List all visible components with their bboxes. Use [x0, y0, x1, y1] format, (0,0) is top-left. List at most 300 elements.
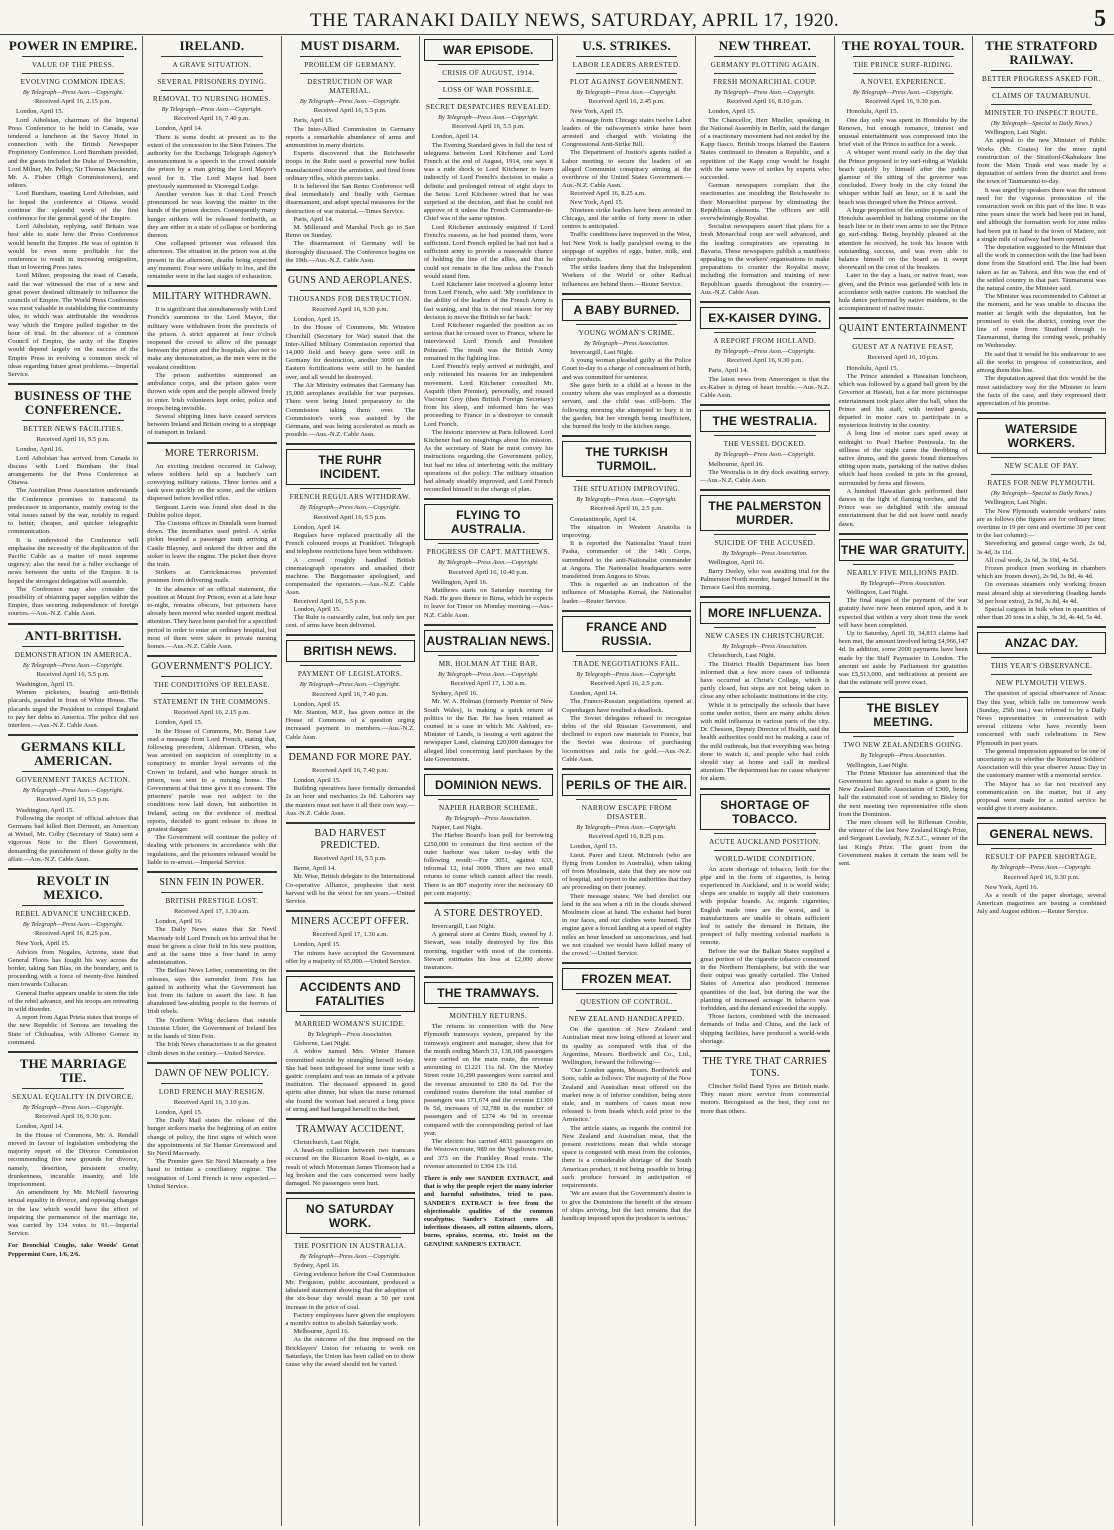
news-article: [562, 768, 691, 958]
article-headline: ANTI-BRITISH.: [24, 627, 122, 643]
received-time: Received April 16, 5.5 p.m.: [36, 670, 110, 678]
news-article: [286, 443, 415, 630]
subhead-divider: [438, 64, 539, 65]
article-paragraph: Another version has it that Lord French pronounced he was leaving the matter in the hands of the prison doctors. Consequently many hunger strikers will be released forthwith, as they are either in a state of collapse or bordering thereon.: [147, 191, 277, 240]
article-headline: MUST DISARM.: [300, 38, 400, 53]
article-divider: [700, 404, 829, 406]
wire-credit: By Telegraph—Press Assn.—Copyright.: [852, 89, 954, 96]
article-headline: ANZAC DAY.: [977, 632, 1106, 654]
news-article: [562, 435, 691, 606]
news-article: [286, 1192, 415, 1369]
article-paragraph: One day only was spent in Honolulu by the Renown, but enough romance, interest and unusual entertainment was compressed into the brief visit of the Prince to suffice for a week.: [838, 116, 968, 149]
article-body: [424, 824, 553, 898]
wire-credit: By Telegraph—Press Assn.—Copyright.: [299, 1253, 401, 1261]
article-subheadline: VALUE OF THE PRESS.: [31, 61, 115, 69]
article-paragraph: The returns in connection with the New Plymouth tramways system, prepared by the tramways engineer and manager, show that for the month ending March 31, 138,108 passengers were carried on the main route, the revenue amounting to £1221 11s 6d. On the Morley Street route 16,290 passengers were carried and the revenue amounted to £80 8s 0d. For the combined routes therefore the total number of passengers was 171,674 and the revenue £1300 0s 5d, increases of 32,788 in the number of passengers and of £274 4s 9d in revenue compared with the corresponding period of last year.: [423, 1023, 553, 1137]
article-paragraph: The disarmament of Germany will be thoroughly discussed. The Conference begins on the 19th.—Aus.-N.Z. Cable Assn.: [285, 240, 415, 264]
news-article: [839, 691, 968, 868]
article-paragraph: Melbourne, April 16.: [708, 460, 764, 468]
article-divider: [562, 610, 691, 612]
article-body: [839, 762, 968, 869]
article-paragraph: Honolulu, April 15.: [846, 108, 899, 116]
article-paragraph: The deputation agreed that this would be the most satisfactory way for the Minister to learn the facts of the case, and they expressed their appreciation of his promise.: [976, 375, 1106, 407]
article-subheadline: CRISIS OF AUGUST, 1914.: [442, 69, 535, 77]
article-body: [977, 499, 1106, 622]
article-headline: NEW THREAT.: [718, 38, 811, 53]
article-headline: TRAMWAY ACCIDENT.: [296, 1124, 405, 1136]
article-subheadline: NEW SCALE OF PAY.: [1004, 462, 1079, 471]
received-time: Received April 16, 5.5 p.m.: [451, 123, 525, 131]
article-body: [977, 129, 1106, 408]
article-paragraph: It is significant that simultaneously with Lord French's summons to the Lord Mayor, the military were withdrawn from the precincts of the prison. A strict apparent at four o'clock reopened the crowd to allow of the passage between the prison and the hospitals, also not to make any demonstration, as the men were in the weakest condition.: [147, 306, 277, 371]
subhead-divider: [714, 332, 815, 333]
news-article: [700, 489, 829, 592]
article-paragraph: Wellington, April 16.: [708, 559, 765, 567]
article-body: [700, 367, 829, 400]
article-subheadline: SECRET DESPATCHES REVEALED.: [425, 103, 551, 111]
article-divider: [147, 285, 276, 287]
newspaper-columns: [4, 36, 1110, 1526]
article-paragraph: The Australian Press Association understands the Conference promises to transcend its predecessor in importance, mainly owing to the vital issues raised by the war, notably in regard to better, cheaper, and quicker telegraphic communication.: [8, 487, 139, 536]
wire-credit: By Telegraph—Press Assn.—Copyright.: [22, 787, 124, 795]
news-article: [424, 902, 553, 972]
article-headline: THE WESTRALIA.: [700, 410, 829, 432]
news-column: [142, 36, 280, 1526]
article-paragraph: A young woman pleaded guilty at the Police Court to-day to a charge of concealment of birth, and was committed for sentence.: [562, 357, 692, 381]
article-paragraph: London, April 16.: [16, 446, 64, 454]
received-time: Received April 16, 9.30 p.m.: [865, 98, 942, 106]
article-divider: [839, 691, 968, 693]
article-subheadline: THE PRINCE SURF-RIDING.: [853, 61, 953, 69]
article-paragraph: Received April 16, 5.5 p.m.: [293, 597, 367, 605]
news-article: [147, 442, 276, 652]
article-subheadline: LOSS OF WAR POSSIBLE.: [442, 86, 535, 94]
subhead-divider: [991, 87, 1092, 88]
article-paragraph: Barry Deeley, who was awaiting trial for the Palmerston North murder, hanged himself in the Terrace Gaol this morning.: [700, 567, 830, 591]
subhead-divider: [300, 488, 401, 489]
news-article: [286, 39, 415, 265]
subhead-divider: [853, 736, 954, 737]
subhead-divider: [991, 70, 1092, 71]
article-divider: [562, 962, 691, 964]
article-divider: [700, 1050, 829, 1052]
article-headline: MORE INFLUENZA.: [700, 602, 829, 624]
article-subheadline: RESULT OF PAPER SHORTAGE.: [985, 853, 1098, 862]
received-time: Received April 16, 9.30 p.m.: [35, 1113, 112, 1121]
subhead-divider: [576, 655, 677, 656]
article-paragraph: The Evening Standard gives in full the text of telegrams between Lord Kitchener and Lord French at the end of August, 1914, one says it was a rude shock to Lord Kitchener to learn indirectly of Lord French's decision to make a definite and prolonged retreat of eight days to the Seine. Lord Kitchener wired that he was surprised at the decision, and that he could not approve of it unless the French Commander-in-Chief was of the same opinion.: [423, 141, 553, 223]
subhead-divider: [438, 543, 539, 544]
article-subheadline: THE POSITION IN AUSTRALIA.: [294, 1242, 407, 1251]
article-paragraph: The final stages of the payment of the war gratuity have now been entered upon, and it is expected that within a very short time the work will have been completed.: [838, 597, 968, 629]
article-paragraph: As the outcome of the fine imposed on the Bricklayers' Union for refusing to work on Saturdays, the Union has been called on to show cause why the award should not be varied.: [285, 1336, 415, 1368]
article-divider: [424, 976, 553, 978]
news-article: [839, 39, 968, 313]
article-divider: [700, 788, 829, 790]
article-headline: AUSTRALIAN NEWS.: [424, 630, 553, 652]
article-body: [700, 866, 829, 1046]
article-paragraph: London, April 15.: [16, 108, 64, 116]
article-subheadline: DEMONSTRATION IN AMERICA.: [14, 650, 132, 659]
article-paragraph: Factory employees have given the employers a month's notice to abolish Saturday work.: [285, 1311, 415, 1327]
article-paragraph: Experts discovered that the Reichswehr troops in the Ruhr used a powerful new bullet manufactured since the armistice, and fired from ordinary rifles, which pierces tanks.: [285, 150, 415, 182]
article-body: [8, 1123, 138, 1238]
article-body: [562, 349, 691, 431]
article-paragraph: An appeal to the new Minister of Public Works (Mr. Coates) for the more rapid construction of the Stratford-Okahukura line from the Main Trunk end was made by a deputation of settlers from the district and from the town of Taumarunui to-day.: [976, 137, 1106, 186]
article-subheadline: NAPIER HARBOR SCHEME.: [438, 804, 538, 812]
article-headline: BUSINESS OF THE CONFERENCE.: [14, 388, 132, 418]
received-time: Received April 16, 10.40 p.m.: [448, 568, 529, 576]
article-body: [977, 884, 1106, 917]
wire-credit: By Telegraph—Press Assn.—Copyright.: [299, 504, 401, 512]
subhead-divider: [22, 56, 124, 57]
article-body: [147, 125, 276, 281]
page-number: 5: [1094, 6, 1106, 32]
article-paragraph: A message from Chicago states twelve Labor leaders of the railwaymen's strike have been arrested and charged with violating the Congressional Anti-Strike Bill.: [562, 116, 692, 149]
wire-credit: By Telegraph—Press Assn.—Copyright.: [161, 106, 263, 113]
article-divider: [286, 443, 415, 445]
article-paragraph: An acute shortage of tobacco, both for the pipe and in the form of cigarettes, is being experienced in Auckland, and it is world wide; shops are unable to supply all their customers with popular brands. As regards cigarettes, English made ones are the worst, and is manufacturers are unable to obtain sufficient leaf to satisfy the demand in Britain, the prospect of fully meeting colonial markets is remote.: [700, 865, 830, 947]
news-article: [424, 39, 553, 494]
subhead-divider: [161, 1083, 262, 1084]
masthead: [0, 0, 1114, 35]
article-paragraph: This is regarded as an indication of the influence of Mustapha Kemal, the Nationalist leader.—Reuter Service.: [562, 581, 692, 605]
article-subheadline: SUICIDE OF THE ACCUSED.: [714, 539, 816, 548]
article-paragraph: Paris, April 15.: [293, 117, 334, 125]
article-divider: [424, 768, 553, 770]
news-article: [147, 39, 276, 281]
article-subheadline: A REPORT FROM HOLLAND.: [713, 337, 817, 346]
article-paragraph: London, April 14.: [16, 1123, 64, 1131]
article-paragraph: A report from Agua Prieta states that troops of the new Republic of Sonora are invading the State of Chihuahua, with Alfonso Gomez in command.: [8, 1014, 139, 1046]
news-article: [562, 293, 691, 431]
article-paragraph: New York, April 15.: [570, 198, 624, 206]
article-headline: DOMINION NEWS.: [424, 774, 553, 796]
subhead-divider: [991, 474, 1092, 475]
article-divider: [424, 902, 553, 904]
article-paragraph: London, April 14.: [155, 125, 203, 133]
article-headline: GERMANS KILL AMERICAN.: [20, 739, 126, 769]
article-divider: [424, 624, 553, 626]
article-paragraph: Clincher Solid Band Tyres are British made. They mean more service from commercial motors. Recognised as the best, they cost no more than others.: [700, 1083, 830, 1115]
article-subheadline: DESTRUCTION OF WAR MATERIAL.: [307, 78, 393, 95]
article-headline: THE WAR GRATUITY.: [839, 539, 968, 561]
article-paragraph: Lord Kitchener regarded the position as so serious that he crossed over to France, where he interviewed Lord French and President Poincaré. The result was the British Army remained in the fighting line.: [423, 322, 553, 362]
news-article: [424, 624, 553, 764]
article-headline: MILITARY WITHDRAWN.: [152, 291, 272, 303]
article-headline: WATERSIDE WORKERS.: [977, 418, 1106, 454]
article-subheadline: PAYMENT OF LEGISLATORS.: [297, 670, 403, 679]
article-divider: [286, 822, 415, 824]
article-paragraph: The Department of Justice's agents raided a Labor meeting to secure the leaders of an alleged Communist conspiracy aiming at the overthrow of the United States Government.—Aus.-N.Z. Cable Assn.: [562, 149, 692, 190]
article-paragraph: Lord Atholstan has arrived from Canada to discuss with Lord Burnham the final arrangements for the Press Conference at Ottawa.: [8, 454, 139, 487]
article-paragraph: Wellington, Last Night.: [846, 588, 909, 596]
subhead-divider: [576, 1010, 677, 1011]
article-paragraph: A whisper went round early in the day that the Prince proposed to try surf-riding at Waikiki beach quietly by himself after the public glamour of the sitting of the governor was concluded. Every body in the city found the whisper within half an hour, so it is said the beach was thronged when the Prince arrived.: [838, 149, 968, 206]
news-article: [8, 383, 138, 618]
article-body: [424, 1023, 553, 1171]
article-body: [562, 690, 691, 764]
subhead-divider: [438, 81, 539, 82]
article-headline: THE STRATFORD RAILWAY.: [985, 38, 1098, 67]
article-headline: FRANCE AND RUSSIA.: [562, 616, 691, 652]
received-time: Received April 16, 2.45 p.m.: [588, 98, 665, 106]
article-paragraph: The New Plymouth waterside workers' rates are as follows (the figures are for ordinary time; overtime in 19 per cent and overtime 30 per cent in the last column):—: [976, 507, 1106, 540]
article-divider: [8, 868, 138, 870]
article-paragraph: Sydney, April 16.: [293, 1262, 340, 1270]
received-time: Received April 16, 8.25 p.m.: [588, 833, 665, 841]
article-headline: DEMAND FOR MORE PAY.: [288, 751, 412, 763]
received-time: Received April 16, 5.5 p.m.: [36, 796, 110, 804]
article-paragraph: Lord Atholstan, chairman of the Imperial Press Conference to be held in Canada, was tendered a luncheon at the Savoy Hotel in connection with the British Newspaper Proprietory Conference. Lord Burnham presided, and the guests included the Duke of Devonshire, Lord Milner, Mr. Pelley, Sir Thomas Mackenzie, Mr. A. Fisher (High Commissioners), and editors.: [8, 116, 139, 190]
wire-credit: By Telegraph—Press Assn.—Copyright.: [299, 98, 401, 105]
article-paragraph: A hundred Hawaiian girls performed their dances in the light of flaming torches, and the Prince was so delighted with the unusual entertainment that he did not leave until nearly dawn.: [838, 487, 968, 528]
article-headline: MINERS ACCEPT OFFER.: [291, 916, 410, 928]
wire-credit: By Telegraph—Press Association.: [722, 643, 808, 651]
article-subheadline: MONTHLY RETURNS.: [449, 1012, 528, 1021]
article-paragraph: London, April 15.: [155, 1108, 203, 1116]
article-paragraph: The latest news from Amerongen is that the ex-Kaiser is dying of heart trouble.—Aus.-N.Z. Cable Assn.: [700, 375, 830, 400]
subhead-divider: [991, 457, 1092, 458]
article-subheadline: NEW ZEALAND HANDICAPPED.: [568, 1015, 685, 1024]
subhead-divider: [300, 1015, 401, 1016]
article-paragraph: Lord Atholstan, replying, said Britain was best able to state how the Press Conference would benefit the Empire. He was of opinion it would be even more profitable for the conference to result in increasing emigration, than in lowering Press rates.: [8, 223, 139, 272]
article-paragraph: The Westralia is in dry dock awaiting survey.—Aus.-N.Z. Cable Assn.: [700, 468, 830, 484]
article-divider: [977, 626, 1106, 628]
article-body: [286, 1262, 415, 1369]
news-article: [977, 626, 1106, 813]
article-paragraph: She gave birth to a child at a house in the country where she was employed as a domestic servant, and the child was still-born. The following morning she attempted to bury it in the garden, but her strength being insufficient, she burned the body in the kitchen range.: [562, 381, 692, 430]
article-paragraph: The men chosen will be Rifleman Crosbie, the winner of the last New Zealand King's Prize, and Sergeant Lovelady, N.Z.S.C., winner of the last King's Prize. The grant from the Government makes it certain the team will be sent.: [838, 819, 968, 868]
news-article: [700, 39, 829, 297]
article-body: [8, 108, 138, 379]
article-paragraph: London, April 15.: [293, 700, 341, 708]
article-paragraph: Building operatives have formally demanded 2s an hour and mechanics 2s 0d. Laborers say the masters must not have it all their own way.—Aus.-N.Z. Cable Assn.: [285, 785, 415, 817]
article-subheadline: STATEMENT IN THE COMMONS.: [153, 698, 271, 707]
article-body: [424, 579, 553, 620]
article-headline: THE MARRIAGE TIE.: [19, 1056, 127, 1086]
subhead-divider: [438, 799, 539, 800]
received-time: Received April 16, 10 p.m.: [867, 354, 939, 362]
subhead-divider: [576, 480, 677, 481]
subhead-divider: [438, 1007, 539, 1008]
article-paragraph: The Mayor has so far not received any communication on the matter, but if any proposal were made for a united service he would give it every assistance.: [976, 780, 1106, 813]
article-body: [562, 1026, 691, 1223]
article-headline: EX-KAISER DYING.: [700, 307, 829, 329]
article-paragraph: A head-on collision between two tramcars occurred on the Riccarton Road to-night, as a result of which Motorman James Thomson had a leg broken and the cars concerned were badly damaged. No passengers were hurt.: [285, 1147, 415, 1188]
advertisement-note: For Bronchial Coughs, take Woods' Great Peppermint Cure, 1/6, 2/6.: [8, 1242, 139, 1258]
article-subheadline: A GRAVE SITUATION.: [172, 61, 252, 69]
wire-credit: By Telegraph—Press Assn.—Copyright.: [22, 1104, 124, 1112]
wire-credit: By Telegraph—Press Association.: [583, 339, 670, 347]
article-headline: THE ROYAL TOUR.: [841, 38, 965, 53]
article-subheadline: THOUSANDS FOR DESTRUCTION.: [288, 295, 412, 304]
article-body: [286, 524, 415, 631]
newspaper-title: THE TARANAKI DAILY NEWS, SATURDAY, APRIL 17, 1920.: [310, 10, 840, 31]
article-headline: THE TURKISH TURMOIL.: [562, 441, 691, 477]
article-divider: [700, 489, 829, 491]
news-article: [8, 1051, 138, 1259]
article-paragraph: Paris, April 14.: [708, 367, 749, 375]
article-divider: [8, 1051, 138, 1053]
subhead-divider: [161, 693, 262, 694]
wire-credit: By Telegraph—Press Assn.—Copyright.: [22, 921, 124, 929]
article-paragraph: The Franco-Russian negotiations opened at Copenhagen have resulted a deadlock.: [562, 698, 692, 714]
article-subheadline: BETTER PROGRESS ASKED FOR.: [982, 75, 1101, 83]
subhead-divider: [300, 73, 401, 74]
article-paragraph: While it is principally the schools that have come under notice, there are many adults down with mild influenza in various parts of the city. Dr. Chesson, Deputy Director of Health, said the health authorities could not be making a case of the mild outbreak, but that everything was being done to watch it, and people who had colds should stay at home and call in medical attention. The department has no cause whatever for alarm.: [700, 701, 830, 783]
wire-credit: By Telegraph—Press Assn.—Copyright.: [576, 89, 677, 96]
article-paragraph: M. Millerand and Marshal Foch go to San Remo on Sunday.: [285, 224, 415, 240]
article-divider: [8, 623, 138, 625]
article-paragraph: Constantinople, April 14.: [570, 515, 637, 523]
received-time: Received April 17, 1.30 a.m.: [173, 908, 250, 916]
article-paragraph: London, April 15.: [708, 108, 756, 116]
article-subheadline: QUESTION OF CONTROL.: [580, 998, 673, 1007]
article-paragraph: Wellington, Last Night.: [984, 499, 1047, 507]
article-paragraph: The Daily Mail states the release of the hunger strikers marks the beginning of an entire change of policy, the first signs of which were the appointments of Sir Hamar Greenwood and Sir Nevil Macready.: [147, 1117, 277, 1157]
subhead-divider: [853, 56, 954, 57]
article-subheadline: THIS YEAR'S OBSERVANCE.: [990, 662, 1093, 671]
article-paragraph: Women picketers, bearing anti-British placards, paraded in front of White House. The placards urged the President to compel England to pay her debts to America. The police did not interfere.—Aus.-N.Z. Cable Assn.: [8, 689, 139, 729]
article-paragraph: The Chancellor, Herr Mueller, speaking in the National Assembly in Berlin, said the danger of a reactionary movement had not ended by the Kapp fiasco. British troops blamed the Eastern States continued to threaten a Republic, and a repetition of the Kapp coup would be fought with the same wave of strikes by experts who succeeded.: [700, 116, 830, 182]
article-headline: WAR EPISODE.: [424, 39, 553, 61]
news-article: [562, 962, 691, 1223]
article-subheadline: FRENCH REGULARS WITHDRAW.: [289, 493, 411, 502]
subhead-divider: [300, 290, 401, 291]
article-body: [286, 117, 415, 265]
article-headline: U.S. STRIKES.: [582, 38, 671, 53]
article-paragraph: The deputation suggested to the Minister that all the work in connection with the line had been done from the Stratford end. The line had been taken as far as Tahora, and this was the end of the settled country in that part. Taumarunui was the natural centre, the Minister said.: [976, 244, 1106, 293]
news-column: [281, 36, 419, 1526]
article-subheadline: SEXUAL EQUALITY IN DIVORCE.: [12, 1093, 134, 1102]
wire-credit: By Telegraph—Press Assn.—Copyright.: [22, 661, 124, 669]
news-article: [424, 498, 553, 619]
received-time: Received April 16, 7.40 p.m.: [312, 690, 389, 698]
received-time: Received April 17, 1.30 a.m.: [450, 679, 527, 687]
article-paragraph: Lord Burnham, toasting Lord Atholstan, said he hoped the conference at Ottawa would continue the splendid work of the first conference for the general good of the Empire.: [8, 190, 139, 223]
article-subheadline: PROGRESS OF CAPT. MATTHEWS.: [426, 548, 550, 557]
subhead-divider: [161, 676, 262, 677]
received-time: Received April 16, 9.30 p.m.: [312, 306, 389, 314]
article-paragraph: Napier, Last Night.: [431, 824, 483, 832]
article-headline: IRELAND.: [179, 38, 245, 53]
article-paragraph: New York, April 15.: [16, 940, 70, 948]
subhead-divider: [714, 534, 815, 535]
news-article: [286, 634, 415, 741]
article-headline: THE PALMERSTON MURDER.: [700, 495, 829, 531]
article-paragraph: Sydney, April 16.: [431, 690, 478, 698]
article-paragraph: Nineteen strike leaders have been arrested in Chicago, and the strike of forty more in other centres is anticipated.: [562, 206, 692, 231]
wire-credit: By Telegraph—Press Assn.—Copyright.: [576, 823, 677, 831]
subhead-divider: [991, 657, 1092, 658]
subhead-divider: [714, 627, 815, 628]
article-subheadline: TRADE NEGOTIATIONS FAIL.: [573, 659, 680, 668]
subhead-divider: [22, 771, 124, 772]
subhead-divider: [22, 73, 124, 74]
article-paragraph: The prison authorities summoned an ambulance corps, and the prison gates were thrown wide open and the people allowed freely to enter. Irish volunteers kept order, police and troops being invisible.: [147, 371, 277, 412]
news-article: [147, 285, 276, 437]
article-subheadline: THE CONDITIONS OF RELEASE.: [153, 681, 270, 690]
article-headline: THE TYRE THAT CARRIES TONS.: [702, 1056, 828, 1080]
article-headline: GENERAL NEWS.: [977, 823, 1106, 845]
article-paragraph: An exciting incident occurred in Galway, where soldiers held up a butcher's cart conveying military rations. Three lorries and a tank were quickly on the scene, and the strikers dispersed before levelled rifles.: [147, 462, 277, 503]
news-article: [977, 39, 1106, 408]
article-paragraph: The Irish News characterises it as the greatest climb down in the century.—United Service.: [147, 1041, 277, 1057]
article-body: [424, 690, 553, 764]
article-subheadline: GOVERNMENT TAKES ACTION.: [15, 776, 131, 785]
article-paragraph: In the House of Commons, Mr. A. Rendall moved in favour of legislation embodying the majority report of the Divorce Commission recommending five new grounds for divorce, namely, desertion, persistent cruelty, drunkenness, incurable insanity, and life imprisonment.: [8, 1131, 139, 1188]
article-paragraph: 'We are aware that the Government's desire is to give the Dominions the benefit of the stream of ships arriving, but the fact remains that the handicap imposed upon the producer is serious.': [562, 1190, 692, 1222]
subhead-divider: [714, 435, 815, 436]
wire-credit: By Telegraph—Press Assn.—Copyright.: [576, 496, 677, 504]
news-column: [419, 36, 557, 1526]
article-headline: SHORTAGE OF TOBACCO.: [700, 794, 829, 830]
article-paragraph: The Minister was recommended to Cabinet at the moment, and he was unable to discuss the matter at length with the deputation, but he promised to visit the district, coming over the line of route from Stratford through to Taumarunui, during the coming week, probably on Wednesday.: [976, 293, 1106, 350]
wire-credit: By Telegraph—Press Assn.—Copyright.: [438, 559, 539, 567]
article-paragraph: New York, April 15.: [570, 108, 624, 116]
article-headline: GUNS AND AEROPLANES.: [287, 275, 413, 287]
article-paragraph: Several shipping lines have ceased services between Ireland and Britain owing to a stoppage of transport in Ireland.: [147, 412, 277, 437]
article-paragraph: Lord French's reply arrived at midnight, and only reiterated his reasons for an independent movement. Lord Kitchener consulted Mr. Asquith (then Premier), personally, and roused Viscount Grey (then British Foreign Secretary) from his sleep, and informed him he was proceeding to France in a destroyer to consult Lord French.: [423, 363, 553, 428]
received-time: Received April 16, 7.40 p.m.: [312, 766, 389, 774]
article-paragraph: London, April 14.: [570, 690, 618, 698]
article-body: [147, 306, 276, 437]
article-divider: [286, 1192, 415, 1194]
article-subheadline: PROBLEM OF GERMANY.: [304, 61, 396, 69]
news-article: [286, 822, 415, 906]
subhead-divider: [161, 56, 262, 57]
subhead-divider: [22, 420, 124, 421]
article-paragraph: London, April 15.: [293, 941, 341, 949]
article-paragraph: Berne, April 14.: [293, 865, 336, 873]
article-paragraph: Before the war the Balkan States supplied a great portion of the cigarette tobacco consumed in the Northern Hemisphere, but with the war their output was greatly curtailed. The United States of America also produced immense quantities of the leaf, but during the war the planting of increased acreage in tobacco was forbidden, and the demand exceeded the supply.: [700, 947, 830, 1013]
news-article: [286, 1118, 415, 1188]
subhead-divider: [576, 324, 677, 325]
article-paragraph: In the House of Commons, Mr. Winston Churchill (Secretary for War) stated that the Inter-Allied Military Commission reported that 14,000 field and heavy guns were still in Germany for destruction, another 3000 on the Eastern fortifications were still to be handed over, and all would be destroyed.: [285, 324, 415, 381]
wire-credit: By Telegraph—Press Assn.—Copyright.: [438, 670, 539, 678]
article-headline: PERILS OF THE AIR.: [562, 774, 691, 796]
article-paragraph: It is reported the Nationalist Yusuf Izzet Pasha, commander of the 14th Corps, surrendered to the anti-Nationalist commander at Angora. The Nationalist headquarters were transferred from Angora to Sivas.: [562, 540, 692, 580]
news-article: [286, 970, 415, 1114]
article-paragraph: London, April 15.: [155, 719, 203, 727]
news-column: [695, 36, 833, 1526]
article-paragraph: Wellington, Last Night.: [846, 761, 909, 769]
article-paragraph: It is understood the Conference will emphasise the necessity of the duplication of the Pacific Cable as a matter of most supreme urgency; also the need for a fuller exchange of news between the units of the Empire. It is hoped the strongest delegation will assemble.: [8, 536, 139, 585]
article-subheadline: GUEST AT A NATIVE FEAST.: [852, 343, 954, 352]
article-divider: [147, 655, 276, 657]
news-article: [839, 533, 968, 688]
article-paragraph: New York, April 16.: [984, 883, 1039, 891]
subhead-divider: [300, 56, 401, 57]
article-paragraph: Lieut. Parer and Lieut. McIntosh (who are flying from London to Australia), when taking off from Moulmein, state that they are now out of hospital, and report to the authorities that they are proceeding on their journey.: [562, 851, 692, 892]
news-article: [700, 788, 829, 1046]
wire-credit: By Telegraph—Press Assn.—Copyright.: [576, 670, 677, 678]
wire-credit: By Telegraph—Press Assn.—Copyright.: [991, 864, 1092, 872]
received-time: Received April 16, 8.10 p.m.: [726, 98, 803, 106]
news-article: [562, 39, 691, 289]
article-headline: BRITISH NEWS.: [286, 640, 415, 662]
article-paragraph: Invercargill, Last Night.: [431, 923, 496, 931]
article-paragraph: Lord Kitchener later received a gloomy letter from Lord French, who said: 'My confidence in the ability of the leaders of the French Army is fast waning, and this is the real reason for my decision to move the British so far back.': [423, 281, 553, 321]
article-paragraph: Socialist newspapers assert that plans for a fresh Monarchial coup are well advanced, and the leading conspirators are operating in Bavaria. These newspapers publish a manifesto appealing to the workers' organisations to make preparations to counter the Royalist move, including the formation and training of new Republican guards throughout the country.—Aus.-N.Z. Cable Assn.: [700, 223, 830, 296]
subhead-divider: [714, 850, 815, 851]
article-headline: DAWN OF NEW POLICY.: [154, 1067, 270, 1079]
article-divider: [147, 1062, 276, 1064]
article-paragraph: Special cargoes in bulk when in quantities of other than 20 tons in a ship, 3s 3d, 4s 4d, 5s 4d.: [976, 605, 1106, 622]
article-paragraph: Lord Milner, proposing the toast of Canada, said the war witnessed the rise of a new and great power destined ultimately to influence the councils of Empire. The World Press Conference was most valuable in establishing the community idea, to which was attributable the wondrous way which the Empire pulled together in the hour of trial. In the absence of a common Council of Empire, the unity of the Empire would depend largely on the success of the Empire Press in evolving a common stock of ideas regarding future great problems.—Imperial Service.: [8, 272, 139, 378]
article-paragraph: Honolulu, April 15.: [846, 364, 899, 372]
